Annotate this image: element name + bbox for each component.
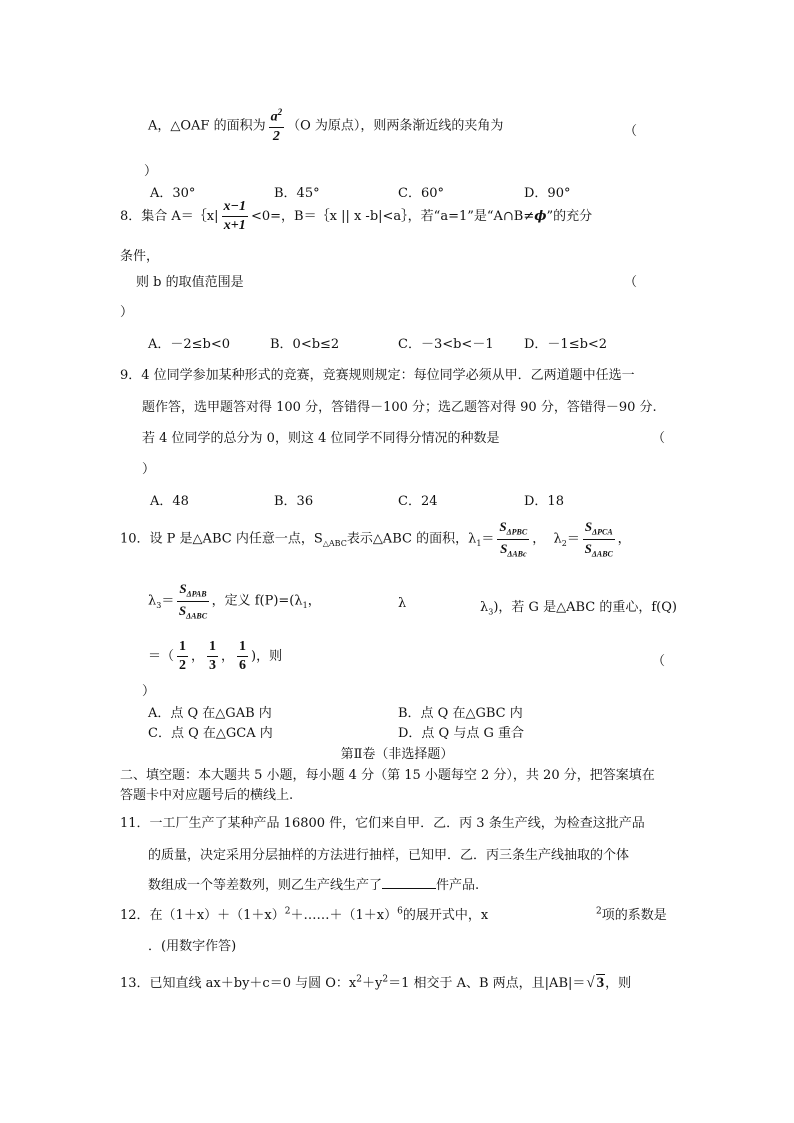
q7-close-paren: ）	[144, 164, 158, 179]
q10-def: $\lambda_3=$ $\frac{S_{\Delta PAB}}{S_{\Delta ABC}}$ ，定义 $f(P)=(\lambda_1$，	[148, 581, 321, 621]
q10-fraction-1: $\frac{S_{\Delta PBC}}{S_{\Delta ABc}}$	[499, 519, 528, 559]
q9-option-d: D．18	[524, 494, 564, 509]
q11-line2: 的质量，决定采用分层抽样的方法进行抽样，已知甲．乙．丙三条生产线抽取的个体	[148, 848, 630, 863]
q8-phi-symbol: ϕ	[534, 209, 547, 224]
q7-open-paren: （	[624, 124, 638, 139]
q9-close-paren: ）	[142, 462, 156, 477]
q9-open-paren: （	[652, 431, 666, 446]
q8-stem: 8．集合 A＝｛x| $\frac{x-1}{x+1}$ <0=，B＝｛x || x -b|<a｝，若“a=1”是“A∩B≠ϕ”的充分	[120, 199, 593, 233]
q8-option-a: A．－2≤b<0	[148, 337, 231, 352]
q11-line3: 数组成一个等差数列，则乙生产线生产了 件产品.	[148, 878, 480, 893]
q8-close-paren: ）	[120, 305, 134, 320]
q12-line2: ．(用数字作答)	[148, 939, 237, 954]
q13-sqrt: √ 3	[586, 975, 605, 991]
q7-text-post: （O 为原点），则两条渐近线的夹角为	[287, 118, 504, 134]
q7-option-c: C．60°	[398, 186, 444, 201]
q7-option-b: B．45°	[274, 186, 320, 201]
q7-option-d: D．90°	[524, 186, 571, 201]
q8-line3: 则 b 的取值范围是	[136, 275, 244, 290]
q10-option-d: D．点 Q 与点 G 重合	[398, 726, 524, 741]
q8-fraction: $\frac{x-1}{x+1}$	[223, 199, 246, 233]
q12-line1: 12．在$(1+x)+(1+x)^2+\dots\dots+(1+x)^6$的展开式中，x	[120, 906, 489, 923]
q7-stem	[148, 108, 503, 144]
q10-open-paren: （	[652, 654, 666, 669]
q10-def-tail: $\lambda_3$)，若 G 是△ABC 的重心，f(Q)	[480, 600, 677, 617]
q10-f-of-q: ＝（ $\frac{1}{2}$ ， $\frac{1}{3}$ ， $\frac{1}{6}$ )，则	[148, 639, 283, 673]
q9-option-a: A．48	[150, 494, 189, 509]
q9-option-c: C．24	[398, 494, 438, 509]
section2-line2: 答题卡中对应题号后的横线上.	[120, 788, 294, 803]
q7-text: A，△OAF 的面积为	[148, 118, 266, 134]
q9-line3: 若 4 位同学的总分为 0，则这 4 位同学不同得分情况的种数是	[142, 431, 500, 446]
q9-line1: 9．4 位同学参加某种形式的竞赛，竞赛规则规定：每位同学必须从甲．乙两道题中任选一	[120, 368, 635, 383]
q8-option-b: B．0<b≤2	[270, 337, 340, 352]
q10-half: $\frac{1}{2}$	[179, 639, 187, 673]
q12-tail: $^2$项的系数是	[596, 906, 667, 923]
q10-lambda2: λ	[398, 596, 407, 611]
q11-line1: 11．一工厂生产了某种产品 16800 件，它们来自甲．乙．丙 3 条生产线，为检查这批产品	[120, 816, 645, 831]
q7-fraction: $\frac{a^2}{2}$	[270, 107, 283, 144]
q9-line2: 题作答，选甲题答对得 100 分，答错得－100 分；选乙题答对得 90 分，答错得－90 分.	[142, 400, 657, 415]
q8-option-d: D．－1≤b<2	[524, 337, 608, 352]
q10-fraction-2: $\frac{S_{\Delta PCA}}{S_{\Delta ABC}}$	[584, 519, 613, 559]
q10-sixth: $\frac{1}{6}$	[239, 639, 247, 673]
section2-line1: 二、填空题：本大题共 5 小题，每小题 4 分（第 15 小题每空 2 分），共 20 分，把答案填在	[120, 768, 655, 783]
q8-line2: 条件，	[120, 249, 160, 264]
q10-option-c: C．点 Q 在△GCA 内	[148, 726, 273, 741]
q10-third: $\frac{1}{3}$	[209, 639, 217, 673]
section2-title: 第Ⅱ卷（非选择题）	[340, 747, 454, 762]
q7-option-a: A．30°	[150, 186, 196, 201]
q10-option-b: B．点 Q 在△GBC 内	[398, 706, 523, 721]
q8-option-c: C．－3<b<－1	[398, 337, 494, 352]
q8-open-paren: （	[624, 275, 638, 290]
q10-fraction-3: $\frac{S_{\Delta PAB}}{S_{\Delta ABC}}$	[178, 581, 208, 621]
q10-stem: 10．设 P 是△ABC 内任意一点，$S_{\triangle ABC}$表示△ABC 的面积，$\lambda_1=$ $\frac{S_{\Delta PBC}}{S_{\Delta ABc}}$ ， $\lambda_2=$ $\frac{S_{\Delta PCA}}{S_{\Delta ABC}}$ ，	[120, 519, 631, 559]
q10-close-paren: ）	[142, 684, 156, 699]
q10-option-a: A．点 Q 在△GAB 内	[148, 706, 272, 721]
q9-option-b: B．36	[274, 494, 314, 509]
q11-answer-blank	[382, 876, 436, 889]
q13-line: 13．已知直线 ax＋by＋c＝0 与圆 O：$x^2+y^2=1$ 相交于 A、B 两点，且|AB|＝√ 3，则	[120, 974, 632, 991]
